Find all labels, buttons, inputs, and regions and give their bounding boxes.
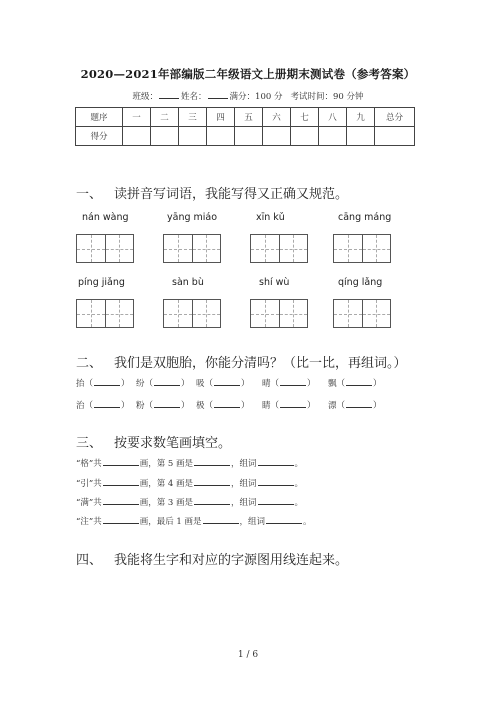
score-header-cell: 九 xyxy=(347,108,375,127)
answer-blank[interactable] xyxy=(154,378,180,386)
answer-blank[interactable] xyxy=(346,400,372,408)
score-cell[interactable] xyxy=(375,127,415,146)
answer-blank[interactable] xyxy=(103,516,139,524)
compare-item: 粉（ ） xyxy=(136,401,190,411)
stroke-line: “引”共 画，第 4 画是 ，组词 。 xyxy=(76,479,304,489)
score-cell[interactable] xyxy=(179,127,207,146)
pinyin-2: yāng miáo xyxy=(167,212,218,223)
section-1-heading xyxy=(76,183,348,202)
answer-blank[interactable] xyxy=(214,378,240,386)
writing-grid[interactable] xyxy=(250,234,308,263)
answer-blank[interactable] xyxy=(258,458,294,466)
score-cell[interactable] xyxy=(319,127,347,146)
section-4-title: 我能将生字和对应的字源图用线连起来。 xyxy=(114,553,349,568)
pinyin-1: nán wàng xyxy=(82,212,129,223)
answer-blank[interactable] xyxy=(214,400,240,408)
score-header-cell: 七 xyxy=(291,108,319,127)
compare-row-2 xyxy=(76,399,398,411)
score-cell[interactable] xyxy=(291,127,319,146)
score-row-label: 得分 xyxy=(76,127,123,146)
answer-blank[interactable] xyxy=(266,516,302,524)
compare-item: 极（ ） xyxy=(196,401,250,411)
class-label: 班级： xyxy=(132,92,159,102)
score-table-header-row xyxy=(76,108,415,127)
writing-grid[interactable] xyxy=(250,299,308,328)
score-cell[interactable] xyxy=(263,127,291,146)
compare-item: 纷（ ） xyxy=(136,379,190,389)
name-blank[interactable] xyxy=(208,91,228,99)
pinyin-7: shí wù xyxy=(259,277,290,288)
stroke-line: “满”共 画，第 3 画是 ，组词 。 xyxy=(76,498,304,508)
section-2-title: 我们是双胞胎，你能分清吗？（比一比，再组词。） xyxy=(114,356,407,371)
writing-grid[interactable] xyxy=(76,299,134,328)
answer-blank[interactable] xyxy=(103,478,139,486)
compare-item: 晴（ ） xyxy=(262,379,316,389)
score-header-cell: 八 xyxy=(319,108,347,127)
score-table xyxy=(75,107,415,146)
class-blank[interactable] xyxy=(159,91,179,99)
score-header-cell: 题序 xyxy=(76,108,123,127)
score-header-cell: 二 xyxy=(151,108,179,127)
pinyin-3: xīn kǔ xyxy=(256,212,285,223)
pinyin-4: cāng máng xyxy=(338,212,392,223)
answer-blank[interactable] xyxy=(258,478,294,486)
section-3-heading xyxy=(76,432,231,451)
section-2-number: 二、 xyxy=(76,356,103,371)
writing-grid[interactable] xyxy=(163,234,221,263)
compare-item: 睛（ ） xyxy=(262,401,316,411)
score-header-cell: 五 xyxy=(235,108,263,127)
answer-blank[interactable] xyxy=(154,400,180,408)
name-label: 姓名： xyxy=(181,92,207,102)
compare-item: 抬（ ） xyxy=(76,379,130,389)
compare-row-1 xyxy=(76,377,398,389)
score-cell[interactable] xyxy=(151,127,179,146)
score-cell[interactable] xyxy=(347,127,375,146)
section-4-heading xyxy=(76,549,348,568)
page-title: 2020—2021年部编版二年级语文上册期末测试卷（参考答案） xyxy=(80,67,416,81)
answer-blank[interactable] xyxy=(280,400,306,408)
section-3-number: 三、 xyxy=(76,436,103,451)
answer-blank[interactable] xyxy=(203,516,239,524)
answer-blank[interactable] xyxy=(346,378,372,386)
compare-item: 漂（ ） xyxy=(328,401,382,411)
score-table-score-row xyxy=(76,127,415,146)
score-cell[interactable] xyxy=(235,127,263,146)
section-1-title: 读拼音写词语，我能写得又正确又规范。 xyxy=(114,187,349,202)
compare-item: 治（ ） xyxy=(76,401,130,411)
answer-blank[interactable] xyxy=(194,458,230,466)
full-score-label: 满分：100 分 xyxy=(229,92,283,102)
score-header-cell: 四 xyxy=(207,108,235,127)
stroke-line: “注”共 画，最后 1 画是 ，组词 。 xyxy=(76,517,312,527)
score-header-cell: 六 xyxy=(263,108,291,127)
pinyin-8: qíng lǎng xyxy=(338,277,383,288)
writing-grid[interactable] xyxy=(333,234,391,263)
section-3-title: 按要求数笔画填空。 xyxy=(114,436,232,451)
section-4-number: 四、 xyxy=(76,553,103,568)
writing-grid[interactable] xyxy=(333,299,391,328)
time-label: 考试时间：90 分钟 xyxy=(290,92,364,102)
answer-blank[interactable] xyxy=(94,400,120,408)
answer-blank[interactable] xyxy=(258,497,294,505)
pinyin-6: sàn bù xyxy=(172,277,204,288)
answer-blank[interactable] xyxy=(103,497,139,505)
score-header-cell: 三 xyxy=(179,108,207,127)
page-number: 1 / 6 xyxy=(237,650,259,660)
compare-item: 飘（ ） xyxy=(328,379,382,389)
answer-blank[interactable] xyxy=(280,378,306,386)
answer-blank[interactable] xyxy=(94,378,120,386)
pinyin-5: píng jiǎng xyxy=(78,277,125,288)
answer-blank[interactable] xyxy=(194,478,230,486)
score-header-cell: 一 xyxy=(123,108,151,127)
score-header-cell: 总分 xyxy=(375,108,415,127)
answer-blank[interactable] xyxy=(103,458,139,466)
compare-item: 吸（ ） xyxy=(196,379,250,389)
writing-grid[interactable] xyxy=(76,234,134,263)
score-cell[interactable] xyxy=(123,127,151,146)
section-1-number: 一、 xyxy=(76,187,103,202)
answer-blank[interactable] xyxy=(194,497,230,505)
stroke-line: “格”共 画，第 5 画是 ，组词 。 xyxy=(76,459,304,469)
score-cell[interactable] xyxy=(207,127,235,146)
exam-info xyxy=(0,90,496,102)
section-2-heading xyxy=(76,352,407,371)
writing-grid[interactable] xyxy=(163,299,221,328)
